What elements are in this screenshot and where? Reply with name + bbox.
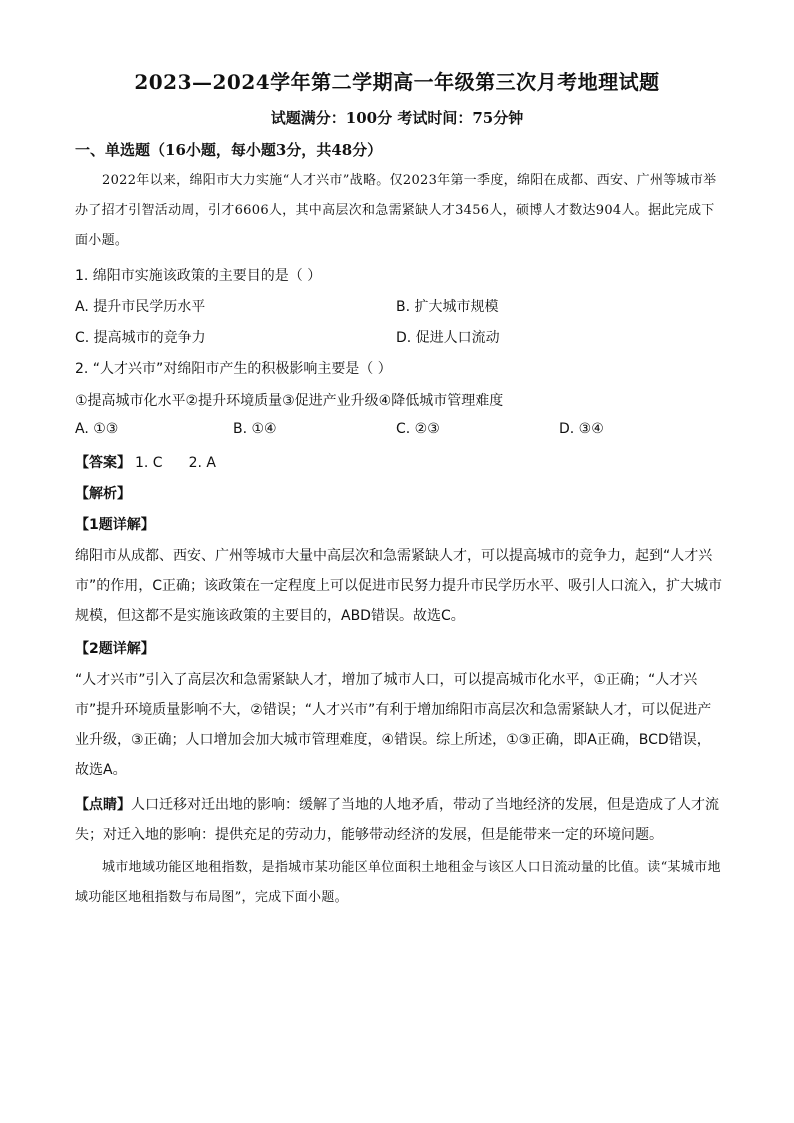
detail-1-label-text: 【1题详解】 xyxy=(75,517,155,533)
passage-1: 2022年以来，绵阳市大力实施“人才兴市”战略。仅2023年第一季度，绵阳在成都、西安、广州等城市举办了招才引智活动周，引才6606人，其中高层次和急需紧缺人才3456人，硕博人才数达904人。据此完成下面小题。 xyxy=(75,173,717,248)
answer-2: 2. A xyxy=(188,455,216,471)
q1-option-a[interactable]: A. 提升市民学历水平 xyxy=(75,299,206,315)
point-label: 【点睛】 xyxy=(75,797,131,813)
detail-2-label xyxy=(75,638,155,658)
answer-label: 【答案】 xyxy=(75,455,131,471)
analysis-label xyxy=(75,483,131,503)
analysis-label-text: 【解析】 xyxy=(75,486,131,502)
question-1-options-row-1 xyxy=(75,296,723,320)
q2-option-a[interactable]: A. ①③ xyxy=(75,421,119,437)
answer-1: 1. C xyxy=(135,455,163,471)
question-1-stem: 1. 绵阳市实施该政策的主要目的是（ ） xyxy=(75,268,322,284)
passage-2: 城市地域功能区地租指数，是指城市某功能区单位面积土地租金与该区人口日流动量的比值。读“某城市地域功能区地租指数与布局图”，完成下面小题。 xyxy=(75,860,721,905)
detail-1-label xyxy=(75,514,155,534)
question-2-options xyxy=(75,421,723,445)
question-2-stem: 2. “人才兴市”对绵阳市产生的积极影响主要是（ ） xyxy=(75,361,392,377)
point-paragraph xyxy=(75,790,723,850)
question-2-statements: ①提高城市化水平②提升环境质量③促进产业升级④降低城市管理难度 xyxy=(75,393,504,409)
question-1-options-row-2 xyxy=(75,327,723,351)
exam-info: 试题满分：100分 考试时间：75分钟 xyxy=(270,109,524,127)
q1-option-b[interactable]: B. 扩大城市规模 xyxy=(396,299,499,315)
q2-option-d[interactable]: D. ③④ xyxy=(559,421,604,437)
page-title: 2023—2024学年第二学期高一年级第三次月考地理试题 xyxy=(134,70,660,94)
section-heading: 一、单选题（16小题，每小题3分，共48分） xyxy=(75,141,383,159)
q2-option-b[interactable]: B. ①④ xyxy=(233,421,277,437)
answer-row xyxy=(75,452,216,472)
q2-option-c[interactable]: C. ②③ xyxy=(396,421,440,437)
detail-2-label-text: 【2题详解】 xyxy=(75,641,155,657)
detail-1-text: 绵阳市从成都、西安、广州等城市大量中高层次和急需紧缺人才，可以提高城市的竞争力，起到“人才兴市”的作用，C正确；该政策在一定程度上可以促进市民努力提升市民学历水平、吸引人口流入，扩大城市规模，但这都不是实施该政策的主要目的，ABD错误。故选C。 xyxy=(75,548,723,624)
point-text: 人口迁移对迁出地的影响：缓解了当地的人地矛盾，带动了当地经济的发展，但是造成了人才流失；对迁入地的影响：提供充足的劳动力，能够带动经济的发展，但是能带来一定的环境问题。 xyxy=(75,797,719,843)
q1-option-d[interactable]: D. 促进人口流动 xyxy=(396,330,500,346)
q1-option-c[interactable]: C. 提高城市的竞争力 xyxy=(75,330,206,346)
detail-2-text: “人才兴市”引入了高层次和急需紧缺人才，增加了城市人口，可以提高城市化水平，①正确；“人才兴市”提升环境质量影响不大，②错误；“人才兴市”有利于增加绵阳市高层次和急需紧缺人才，可以促进产业升级，③正确；人口增加会加大城市管理难度，④错误。综上所述，①③正确，即A正确，BCD错误，故选A。 xyxy=(75,672,712,778)
